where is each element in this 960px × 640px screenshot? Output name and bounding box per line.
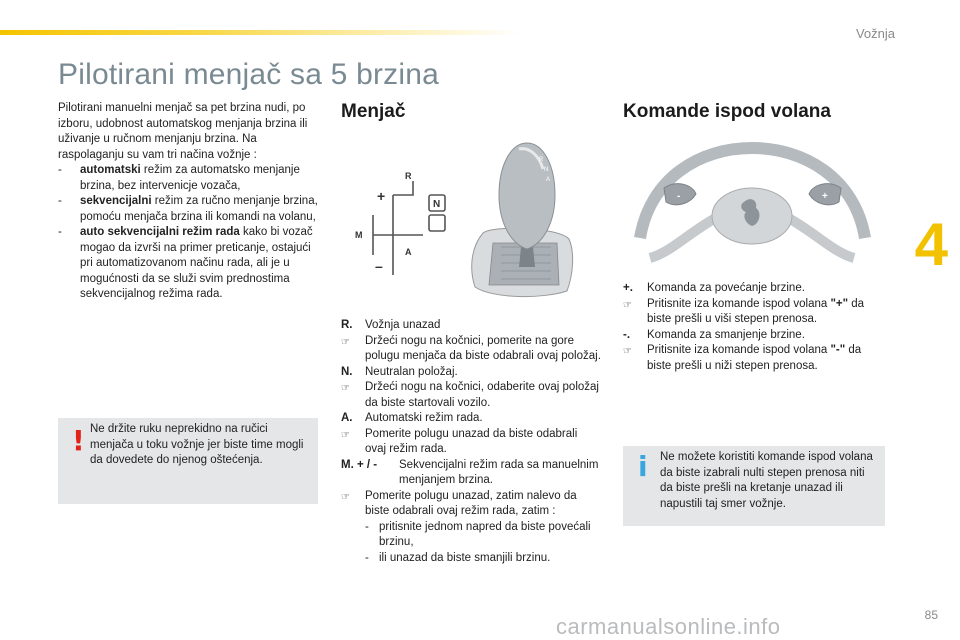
mode-list	[58, 163, 323, 303]
chapter-number: 4	[914, 211, 948, 278]
warning-box	[58, 418, 318, 504]
lever-a-label: A	[546, 177, 551, 183]
definition-row: A. Automatski režim rada.	[341, 412, 483, 424]
a-label: A	[405, 247, 412, 257]
paddle-plus-label: +	[822, 191, 828, 202]
definition-bullet: ☞ Pomerite polugu unazad da biste odabrali ovaj režim rada.	[341, 427, 578, 455]
wheel-controls-heading: Komande ispod volana	[623, 101, 831, 122]
steering-wheel-illustration	[620, 138, 885, 273]
mode-item: - auto sekvencijalni režim rada kako bi vozač mogao da izvrši na primer preticanje, ostajući pri automatizovanom načinu rada, ali je u mogućnosti da se služi svim prednostima sekvencijalnog režima rada.	[58, 225, 323, 303]
definition-subitem: - ili unazad da biste smanjili brzinu.	[365, 551, 551, 564]
lever-n-label: N	[544, 167, 549, 173]
gear-lever-illustration	[343, 135, 605, 300]
warning-text: Ne držite ruku neprekidno na ručici menjača u toku vožnje jer biste time mogli da dovedete do njenog oštećenja.	[90, 423, 304, 466]
info-icon: i	[638, 450, 648, 483]
definition-row: N. Neutralan položaj.	[341, 365, 458, 378]
plus-label: +	[377, 188, 386, 204]
definition-row: R. Vožnja unazad	[341, 319, 441, 331]
gearbox-heading: Menjač	[341, 101, 406, 122]
definition-row: M. + / - Sekvencijalni režim rada sa manuelnim menjanjem brzina.	[341, 458, 599, 486]
intro-section	[58, 101, 323, 303]
definition-bullet: ☞ Držeći nogu na kočnici, pomerite na gore polugu menjača da biste odabrali ovaj položaj.	[341, 334, 601, 362]
n-label: N	[433, 199, 441, 210]
definition-row: -. Komanda za smanjenje brzine.	[623, 328, 805, 341]
definition-bullet: ☞ Držeći nogu na kočnici, odaberite ovaj položaj da biste startovali vozilo.	[341, 381, 599, 409]
gearbox-definitions	[341, 318, 601, 566]
info-text: Ne možete koristiti komande ispod volana da biste izabrali nulti stepen prenosa niti da biste prešli na kretanje unazad ili napustili taj smer vožnje.	[660, 451, 873, 510]
definition-bullet: ☞ Pritisnite iza komande ispod volana "-" da biste prešli u niži stepen prenosa.	[623, 344, 862, 372]
definition-bullet: ☞ Pomerite polugu unazad, zatim nalevo da biste odabrali ovaj režim rada, zatim :	[341, 489, 577, 517]
watermark: carmanualsonline.info	[556, 614, 781, 639]
m-label: M	[355, 230, 363, 240]
intro-text: Pilotirani manuelni menjač sa pet brzina nudi, po izboru, udobnost automatskog menjanja brzina ili uživanje u ručnom menjanju brzina. Na raspolaganju su vam tri načina vožnje :	[58, 102, 308, 161]
definition-row: +. Komanda za povećanje brzine.	[623, 282, 805, 294]
wheel-definitions	[623, 281, 885, 374]
info-box	[623, 446, 885, 526]
exclamation-icon: !	[72, 424, 85, 457]
mode-item: - sekvencijalni režim za ručno menjanje brzina, pomoću menjača brzina ili komandi na volanu,	[58, 194, 323, 225]
lever-r-label: R	[539, 157, 544, 163]
section-name: Vožnja	[855, 26, 895, 41]
paddle-minus-label: -	[677, 191, 681, 202]
definition-bullet: ☞ Pritisnite iza komande ispod volana "+" da biste prešli u viši stepen prenosa.	[623, 297, 865, 325]
page-title: Pilotirani menjač sa 5 brzina	[58, 58, 439, 91]
mode-item: - automatski režim za automatsko menjanje brzina, bez intervenicje vozača,	[58, 163, 323, 194]
page-number: 85	[924, 608, 938, 622]
minus-label: –	[375, 258, 383, 274]
r-label: R	[405, 171, 412, 181]
definition-subitem: - pritisnite jednom napred da biste povećali brzinu,	[365, 520, 591, 548]
header-accent-bar	[0, 30, 520, 35]
